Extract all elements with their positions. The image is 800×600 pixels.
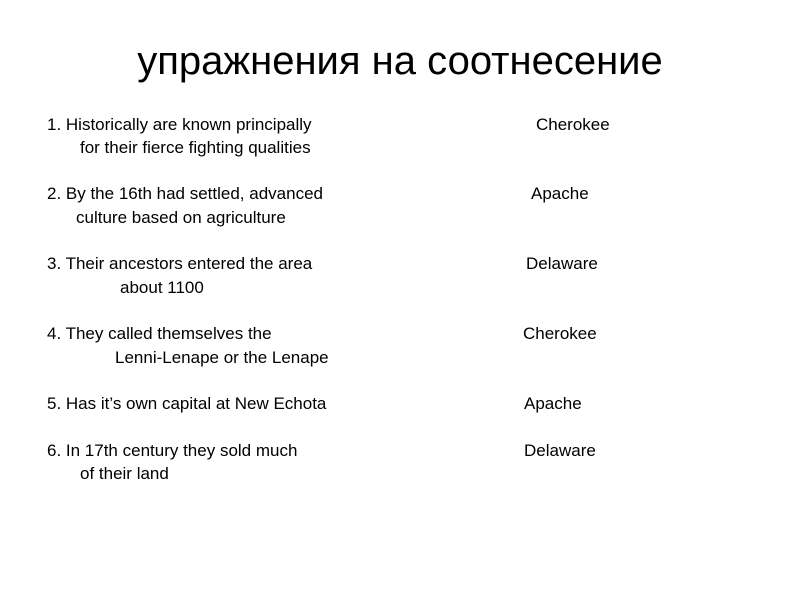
item-6-answer: Delaware [524, 441, 596, 460]
item-4-line-2: Lenni-Lenape or the Lenape [115, 348, 329, 367]
item-2-line-1: 2. By the 16th had settled, advanced [47, 184, 323, 203]
slide-title: упражнения на соотнесение [137, 39, 663, 83]
item-1-line-1: 1. Historically are known principally [47, 115, 312, 134]
item-6-line-1: 6. In 17th century they sold much [47, 441, 298, 460]
item-6-line-2: of their land [80, 464, 169, 483]
item-5-answer: Apache [524, 394, 582, 413]
item-5-line-1: 5. Has it’s own capital at New Echota [47, 394, 327, 413]
item-3-line-2: about 1100 [120, 278, 204, 297]
item-2-line-2: culture based on agriculture [76, 208, 286, 227]
item-3-answer: Delaware [526, 254, 598, 273]
item-3-line-1: 3. Their ancestors entered the area [47, 254, 313, 273]
item-4-answer: Cherokee [523, 324, 597, 343]
item-1-answer: Cherokee [536, 115, 610, 134]
item-4-line-1: 4. They called themselves the [47, 324, 272, 343]
item-1-line-2: for their fierce fighting qualities [80, 138, 311, 157]
item-2-answer: Apache [531, 184, 589, 203]
